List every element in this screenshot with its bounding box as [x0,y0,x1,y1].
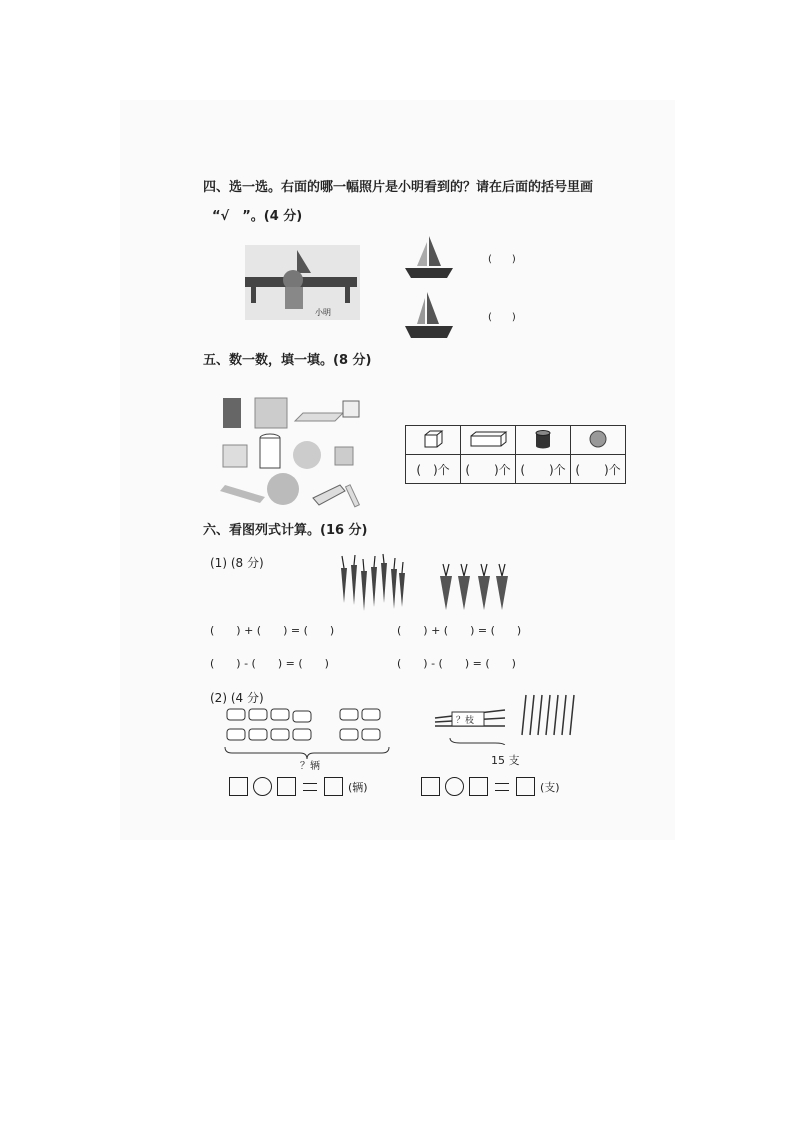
cube-header [406,426,461,455]
section4-title-line1: 四、选一选。右面的哪一幅照片是小明看到的？请在后面的括号里画 [203,180,594,195]
cuboid-header [461,426,516,455]
cars-equation [229,777,368,796]
pencils-equation [421,777,560,796]
section4-title-line2: “√ ”。(4 分) [212,209,303,224]
part2-label: (2) (4 分) [210,691,264,705]
section5-title: 五、数一数，填一填。(8 分) [203,353,372,368]
pencils-unknown-label: ？枝 [456,716,475,726]
equals-sign-icon [495,783,509,791]
cars-operator-circle[interactable] [253,777,272,796]
pencils-image [430,690,585,745]
equals-sign-icon [303,783,317,791]
addition-expression-1[interactable]: ( ) + ( ) = ( ) [210,624,335,637]
carrots-group2-image [436,562,516,612]
boat-option1-image [403,232,455,280]
boat-option2-image [403,288,455,340]
pencils-num1-box[interactable] [421,777,440,796]
shape-count-table [405,425,626,484]
pencils-total-label: 15 支 [491,754,520,767]
cube-count-cell[interactable]: ( )个 [406,455,461,484]
sphere-header [571,426,626,455]
cars-num2-box[interactable] [277,777,296,796]
cars-total-label: ？辆 [300,761,320,772]
cars-num1-box[interactable] [229,777,248,796]
sphere-icon [587,428,609,450]
cylinder-header [516,426,571,455]
cuboid-icon [468,429,508,449]
addition-expression-2[interactable]: ( ) + ( ) = ( ) [397,624,522,637]
pencils-unit-label: (支) [540,780,560,794]
option2-paren[interactable]: ( ) [488,312,516,323]
cube-icon [422,429,444,449]
xiaoming-label: 小明 [315,308,331,317]
pencils-num2-box[interactable] [469,777,488,796]
cars-unit-label: (辆) [348,780,368,794]
cylinder-icon [532,428,554,450]
cars-result-box[interactable] [324,777,343,796]
part1-label: (1) (8 分) [210,556,264,570]
subtraction-expression-2[interactable]: ( ) - ( ) = ( ) [397,657,516,670]
cuboid-count-cell[interactable]: ( )个 [461,455,516,484]
cylinder-count-cell[interactable]: ( )个 [516,455,571,484]
sphere-count-cell[interactable]: ( )个 [571,455,626,484]
section6-title: 六、看图列式计算。(16 分) [203,523,368,538]
pencils-result-box[interactable] [516,777,535,796]
xiaoming-table-image [245,245,360,320]
subtraction-expression-1[interactable]: ( ) - ( ) = ( ) [210,657,329,670]
carrots-group1-image [333,553,411,618]
shapes-collection-image [215,393,370,510]
option1-paren[interactable]: ( ) [488,254,516,265]
pencils-operator-circle[interactable] [445,777,464,796]
